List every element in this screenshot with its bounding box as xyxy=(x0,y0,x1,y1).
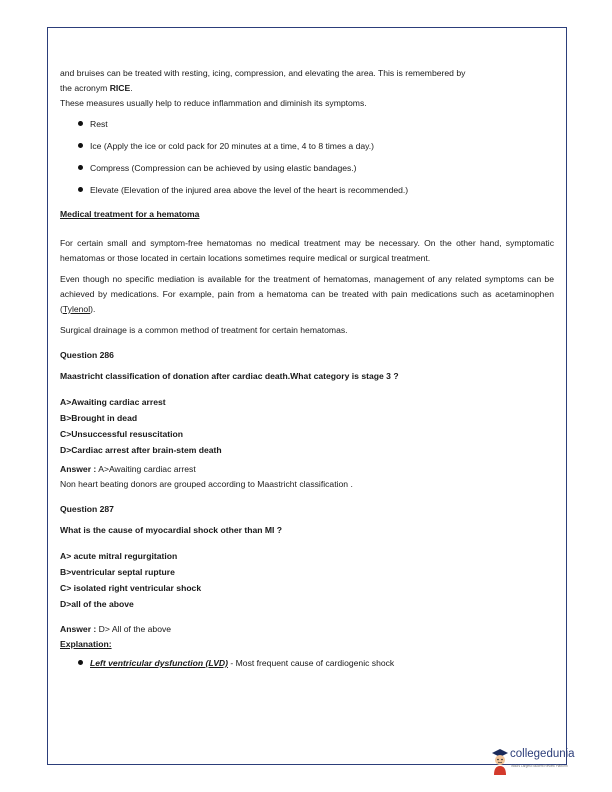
section-heading: Medical treatment for a hematoma xyxy=(60,209,200,219)
list-item: Left ventricular dysfunction (LVD) - Most frequent cause of cardiogenic shock xyxy=(78,652,554,674)
logo-tagline: India's Largest Student Review Platform xyxy=(511,764,568,768)
explanation-label: Explanation: xyxy=(60,639,112,649)
option-c: C>Unsuccessful resuscitation xyxy=(60,429,183,439)
graduate-mascot-icon xyxy=(490,746,510,776)
list-item: Compress (Compression can be achieved by using elastic bandages.) xyxy=(78,157,554,179)
question-number: Question 286 xyxy=(60,350,114,360)
list-item: Rest xyxy=(78,113,554,135)
option-a: A> acute mitral regurgitation xyxy=(60,551,178,561)
options-list xyxy=(60,548,554,612)
answer: Answer : D> All of the above xyxy=(60,624,172,634)
option-b: B>ventricular septal rupture xyxy=(60,567,175,577)
question-number: Question 287 xyxy=(60,504,114,514)
option-d: D>Cardiac arrest after brain-stem death xyxy=(60,445,222,455)
option-a: A>Awaiting cardiac arrest xyxy=(60,397,166,407)
rice-list xyxy=(60,113,554,201)
option-d: D>all of the above xyxy=(60,599,134,609)
logo-name: collegedunia xyxy=(510,748,575,760)
intro-line-1: and bruises can be treated with resting, icing, compression, and elevating the area. This is remembered by xyxy=(60,68,466,78)
list-item: Ice (Apply the ice or cold pack for 20 minutes at a time, 4 to 8 times a day.) xyxy=(78,135,554,157)
rice-acronym: RICE xyxy=(109,83,131,93)
intro-line-3: These measures usually help to reduce inflammation and diminish its symptoms. xyxy=(60,98,367,108)
options-list xyxy=(60,394,554,458)
intro-line-2: the acronym RICE. xyxy=(60,83,133,93)
option-b: B>Brought in dead xyxy=(60,413,138,423)
question-text: Maastricht classification of donation after cardiac death.What category is stage 3 ? xyxy=(60,371,399,381)
medical-paragraph-3: Surgical drainage is a common method of treatment for certain hematomas. xyxy=(60,325,348,335)
medical-paragraph-1: For certain small and symptom-free hematomas no medical treatment may be necessary. On the other hand, symptomatic hematomas or those located in certain locations sometimes require medical or surgical treatment. xyxy=(60,238,554,263)
collegedunia-logo xyxy=(490,744,582,778)
question-text: What is the cause of myocardial shock other than MI ? xyxy=(60,525,283,535)
tylenol-link[interactable]: Tylenol xyxy=(62,304,91,314)
explanation-text: Non heart beating donors are grouped according to Maastricht classification . xyxy=(60,479,353,489)
answer: Answer : A>Awaiting cardiac arrest xyxy=(60,464,196,474)
page-content xyxy=(60,66,554,674)
explanation-list xyxy=(60,652,554,674)
list-item: Elevate (Elevation of the injured area above the level of the heart is recommended.) xyxy=(78,179,554,201)
option-c: C> isolated right ventricular shock xyxy=(60,583,202,593)
lvd-link[interactable]: Left ventricular dysfunction (LVD) xyxy=(90,658,228,668)
medical-paragraph-2: Even though no specific mediation is available for the treatment of hematomas, management of any related symptoms can be achieved by medications. For example, pain from a hematoma can be treated with pain medications such as acetaminophen (Tylenol). xyxy=(60,274,554,314)
